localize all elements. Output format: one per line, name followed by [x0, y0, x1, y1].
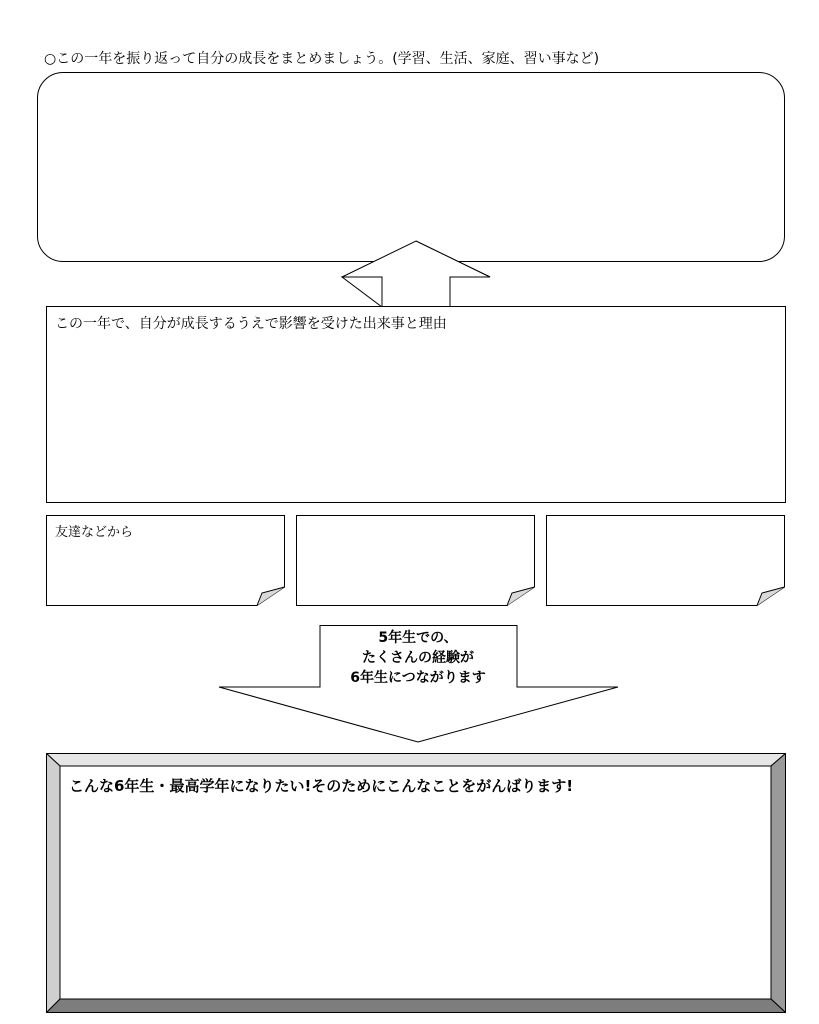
growth-summary-box[interactable] — [37, 72, 785, 262]
instruction-text: ○この一年を振り返って自分の成長をまとめましょう。(学習、生活、家庭、習い事など) — [44, 51, 600, 67]
note-shape — [296, 515, 535, 606]
arrow-text-line2: たくさんの経験が — [362, 650, 474, 666]
arrow-text — [318, 628, 518, 688]
note-friends[interactable] — [46, 515, 285, 606]
note-second[interactable] — [296, 515, 535, 606]
up-arrow-icon — [340, 240, 492, 308]
note-third[interactable] — [546, 515, 785, 606]
events-label: この一年で、自分が成長するうえで影響を受けた出来事と理由 — [55, 316, 447, 332]
goal-label: こんな6年生・最高学年になりたい!そのためにこんなことをがんばります! — [69, 777, 574, 795]
note-friends-label: 友達などから — [55, 525, 134, 540]
goal-box[interactable] — [46, 753, 786, 1013]
arrow-text-line3: 6年生につながります — [350, 670, 486, 686]
events-box[interactable] — [46, 306, 786, 503]
note-shape — [546, 515, 785, 606]
arrow-text-line1: 5年生での、 — [378, 630, 458, 646]
